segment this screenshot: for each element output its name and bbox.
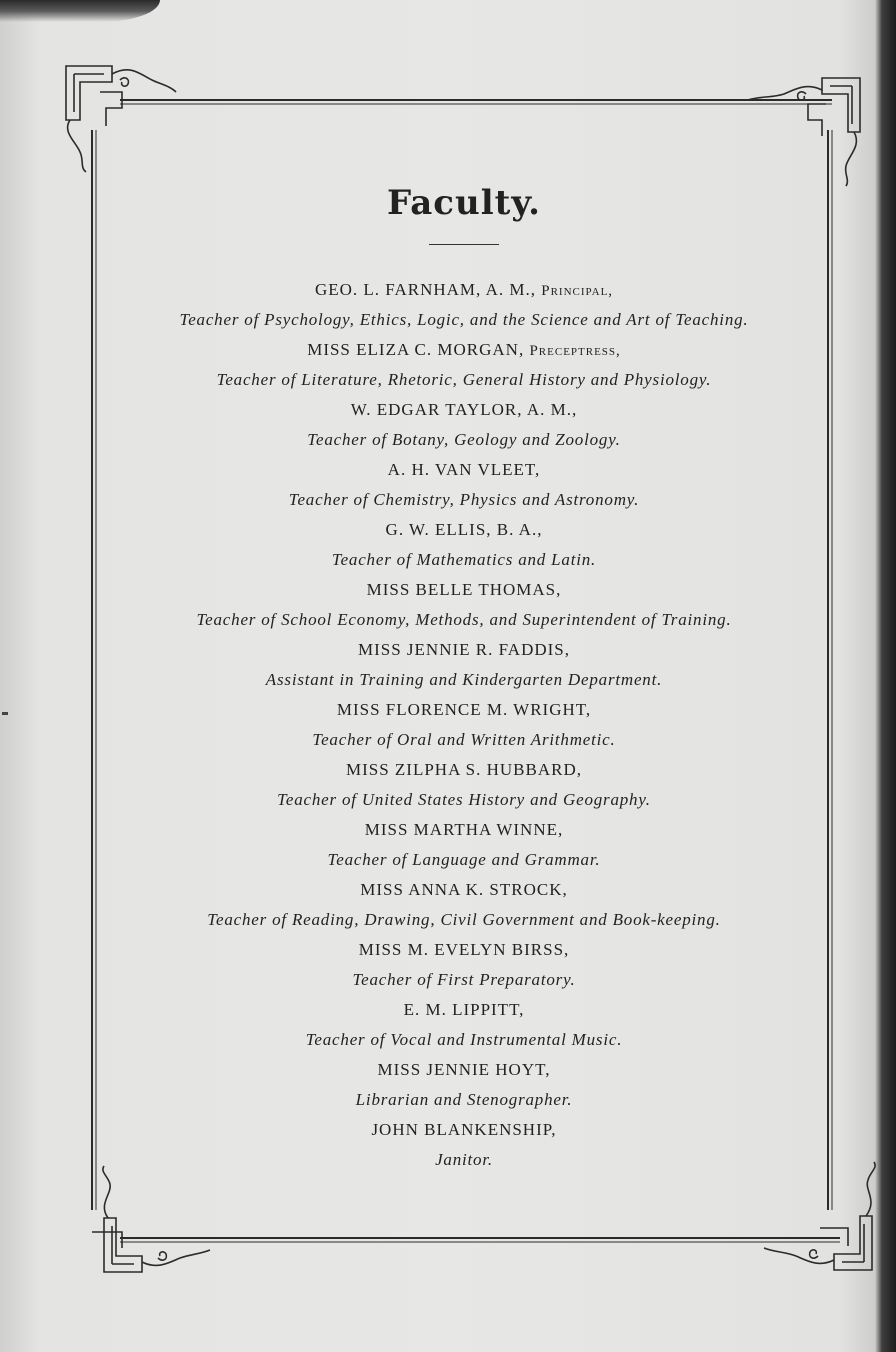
faculty-duty: Janitor. (435, 1150, 493, 1169)
faculty-name: G. W. ELLIS, B. A., (385, 520, 543, 539)
faculty-name: E. M. LIPPITT, (403, 1000, 525, 1019)
faculty-listing (100, 180, 828, 1175)
faculty-name: MISS MARTHA WINNE, (364, 820, 564, 839)
faculty-duty: Teacher of Botany, Geology and Zoology. (307, 430, 621, 449)
faculty-name: W. EDGAR TAYLOR, A. M., (350, 400, 578, 419)
faculty-entry (100, 875, 828, 935)
faculty-name: MISS ZILPHA S. HUBBARD, (345, 760, 582, 779)
faculty-name: MISS BELLE THOMAS, (366, 580, 562, 599)
faculty-duty: Teacher of United States History and Geography. (277, 790, 651, 809)
faculty-name: GEO. L. FARNHAM, A. M., Principal, (314, 280, 614, 299)
faculty-entry (100, 755, 828, 815)
faculty-entry (100, 1055, 828, 1115)
faculty-name: MISS M. EVELYN BIRSS, (358, 940, 570, 959)
faculty-duty: Teacher of School Economy, Methods, and Superintendent of Training. (196, 610, 732, 629)
corner-ornament-bottom-right (764, 1162, 875, 1270)
faculty-entry (100, 635, 828, 695)
faculty-entry (100, 995, 828, 1055)
title-rule (429, 244, 499, 245)
faculty-duty: Teacher of Language and Grammar. (327, 850, 601, 869)
faculty-entry (100, 275, 828, 335)
faculty-duty: Teacher of Vocal and Instrumental Music. (305, 1030, 623, 1049)
faculty-duty: Teacher of Chemistry, Physics and Astronomy. (288, 490, 640, 509)
faculty-entry (100, 1115, 828, 1175)
corner-ornament-bottom-left (92, 1166, 210, 1272)
faculty-entry (100, 695, 828, 755)
faculty-entry (100, 575, 828, 635)
corner-ornament-top-left (66, 66, 176, 172)
faculty-duty: Librarian and Stenographer. (355, 1090, 573, 1109)
faculty-name: MISS ANNA K. STROCK, (360, 880, 568, 899)
faculty-duty: Teacher of Psychology, Ethics, Logic, and the Science and Art of Teaching. (179, 310, 749, 329)
faculty-entry (100, 395, 828, 455)
faculty-duty: Assistant in Training and Kindergarten Department. (265, 670, 663, 689)
faculty-entry (100, 515, 828, 575)
faculty-duty: Teacher of First Preparatory. (352, 970, 576, 989)
faculty-duty: Teacher of Mathematics and Latin. (331, 550, 597, 569)
faculty-entry (100, 815, 828, 875)
faculty-entry (100, 935, 828, 995)
corner-ornament-top-right (748, 78, 860, 186)
faculty-duty: Teacher of Literature, Rhetoric, General History and Physiology. (216, 370, 712, 389)
faculty-name: A. H. VAN VLEET, (387, 460, 541, 479)
faculty-duty: Teacher of Reading, Drawing, Civil Government and Book-keeping. (207, 910, 721, 929)
faculty-duty: Teacher of Oral and Written Arithmetic. (312, 730, 616, 749)
faculty-name: MISS FLORENCE M. WRIGHT, (336, 700, 592, 719)
faculty-entry (100, 455, 828, 515)
faculty-name: MISS JENNIE R. FADDIS, (357, 640, 570, 659)
faculty-name: MISS JENNIE HOYT, (377, 1060, 551, 1079)
faculty-name: MISS ELIZA C. MORGAN, Preceptress, (307, 340, 621, 359)
page-title: Faculty. (386, 183, 542, 223)
faculty-name: JOHN BLANKENSHIP, (371, 1120, 557, 1139)
faculty-entry (100, 335, 828, 395)
